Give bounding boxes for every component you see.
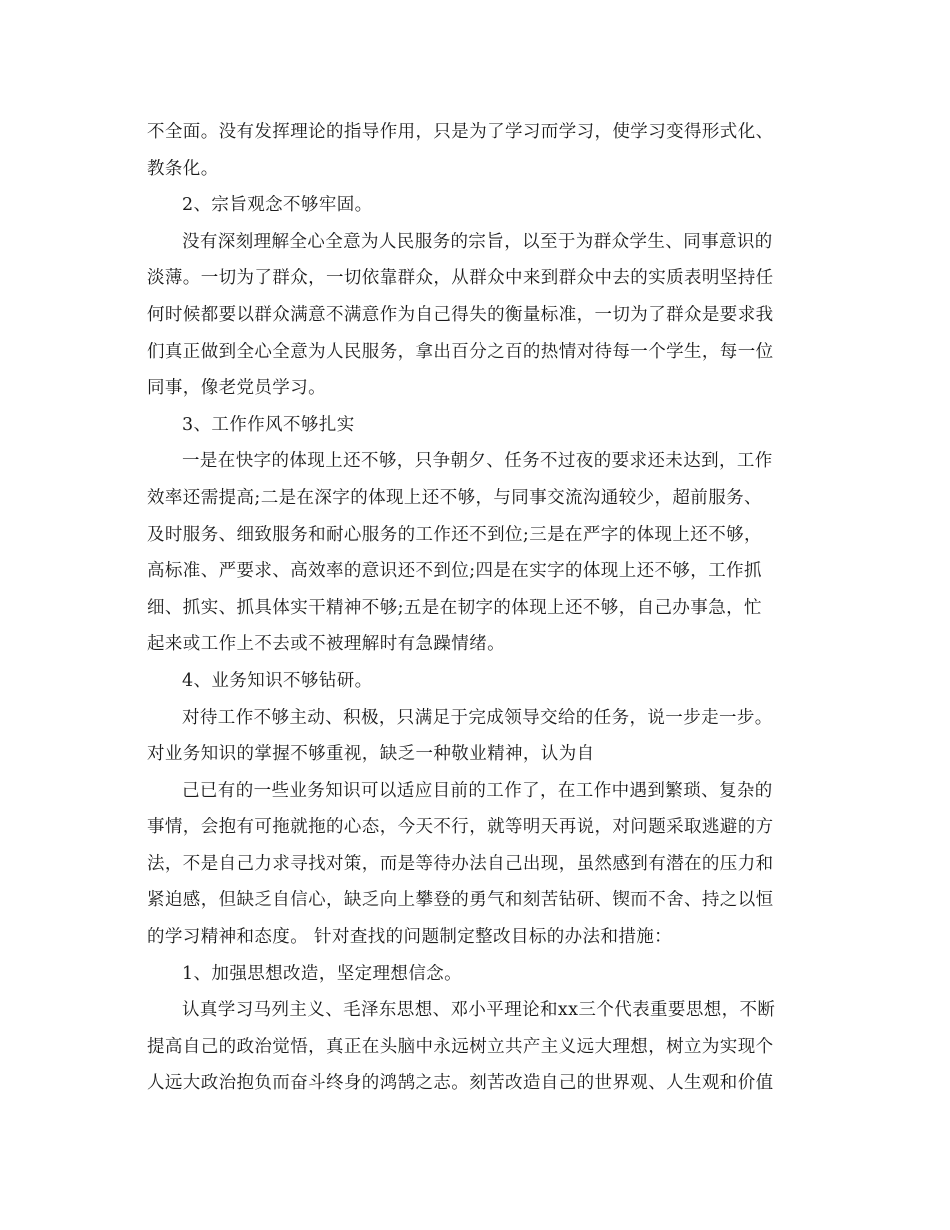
text-line: 2、宗旨观念不够牢固。 — [182, 195, 373, 216]
text-line: 4、业务知识不够钻研。 — [182, 670, 373, 691]
text-line: 人远大政治抱负而奋斗终身的鸿鹄之志。刻苦改造自己的世界观、人生观和价值 — [147, 1073, 774, 1094]
text-line: 对业务知识的掌握不够重视，缺乏一种敬业精神，认为自 — [147, 744, 595, 765]
text-line: 提高自己的政治觉悟，真正在头脑中永远树立共产主义远大理想，树立为实现个 — [147, 1036, 774, 1057]
text-line: 的学习精神和态度。 针对查找的问题制定整改目标的办法和措施： — [147, 927, 673, 948]
text-line: 及时服务、细致服务和耐心服务的工作还不到位;三是在严字的体现上还不够， — [147, 524, 762, 545]
text-line: 一是在快字的体现上还不够，只争朝夕、任务不过夜的要求还未达到，工作 — [182, 451, 773, 472]
document-body — [147, 114, 807, 1102]
text-line: 不全面。没有发挥理论的指导作用，只是为了学习而学习，使学习变得形式化、 — [147, 122, 774, 142]
text-line: 法，不是自己力求寻找对策，而是等待办法自己出现，虽然感到有潜在的压力和 — [147, 853, 774, 874]
text-line: 己已有的一些业务知识可以适应目前的工作了，在工作中遇到繁琐、复杂的 — [182, 780, 773, 801]
text-line: 何时候都要以群众满意不满意作为自己得失的衡量标准，一切为了群众是要求我 — [147, 304, 774, 325]
text-line: 细、抓实、抓具体实干精神不够;五是在韧字的体现上还不够，自己办事急，忙 — [147, 597, 762, 618]
text-line: 3、工作作风不够扎实 — [182, 414, 355, 435]
text-line: 效率还需提高;二是在深字的体现上还不够，与同事交流沟通较少，超前服务、 — [147, 487, 762, 508]
text-line: 对待工作不够主动、积极，只满足于完成领导交给的任务，说一步走一步。 — [182, 707, 773, 728]
text-line: 教条化。 — [147, 158, 219, 179]
text-line: 事情，会抱有可拖就拖的心态，今天不行，就等明天再说，对问题采取逃避的方 — [147, 817, 774, 838]
text-line: 淡薄。一切为了群众，一切依靠群众，从群众中来到群众中去的实质表明坚持任 — [147, 268, 774, 289]
text-line: 们真正做到全心全意为人民服务，拿出百分之百的热情对待每一个学生，每一位 — [147, 341, 774, 362]
text-line: 起来或工作上不去或不被理解时有急躁情绪。 — [147, 634, 505, 655]
text-line: 紧迫感，但缺乏自信心，缺乏向上攀登的勇气和刻苦钻研、锲而不舍、持之以恒 — [147, 890, 774, 911]
text-line: 没有深刻理解全心全意为人民服务的宗旨，以至于为群众学生、同事意识的 — [182, 231, 773, 252]
text-line: 1、加强思想改造，坚定理想信念。 — [182, 963, 463, 984]
text-line: 同事，像老党员学习。 — [147, 378, 326, 399]
text-line: 高标准、严要求、高效率的意识还不到位;四是在实字的体现上还不够，工作抓 — [147, 561, 762, 582]
text-line: 认真学习马列主义、毛泽东思想、邓小平理论和xx三个代表重要思想，不断 — [182, 1000, 776, 1021]
